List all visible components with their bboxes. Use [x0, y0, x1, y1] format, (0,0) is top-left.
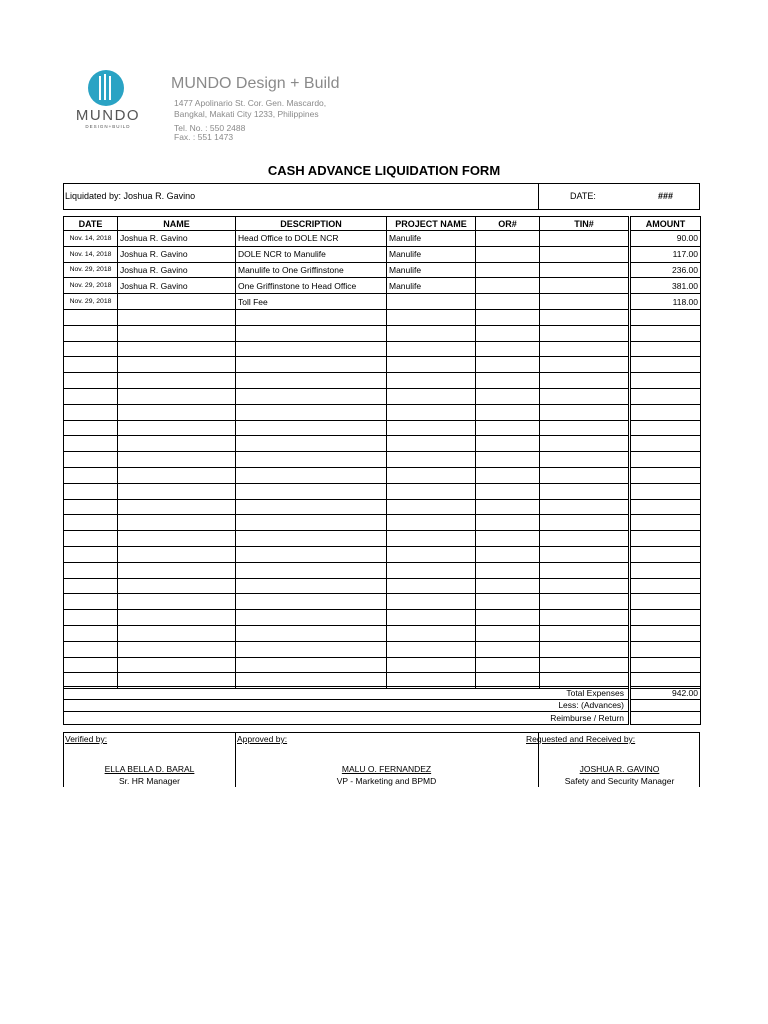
empty-table-row	[64, 499, 701, 515]
empty-table-row	[64, 578, 701, 594]
date-label: DATE:	[570, 191, 596, 201]
form-title: CASH ADVANCE LIQUIDATION FORM	[267, 163, 501, 178]
cell-name	[118, 657, 236, 673]
cell-or	[476, 578, 540, 594]
cell-description	[236, 610, 387, 626]
cell-amount	[630, 483, 701, 499]
cell-date	[64, 578, 118, 594]
cell-date	[64, 594, 118, 610]
empty-table-row	[64, 546, 701, 562]
total-expenses-row	[64, 687, 701, 700]
cell-amount	[630, 515, 701, 531]
table-row	[64, 262, 701, 278]
cell-date	[64, 546, 118, 562]
cell-amount	[630, 562, 701, 578]
cell-date	[64, 388, 118, 404]
requested-by-name: JOSHUA R. GAVINO	[579, 764, 660, 774]
cell-description	[236, 562, 387, 578]
cell-project	[387, 625, 476, 641]
cell-tin	[540, 420, 630, 436]
cell-or	[476, 436, 540, 452]
totals-table	[63, 686, 701, 725]
empty-table-row	[64, 625, 701, 641]
liquidation-info-box	[63, 183, 700, 210]
cell-amount	[630, 404, 701, 420]
cell-amount: 117.00	[630, 246, 701, 262]
cell-or	[476, 262, 540, 278]
col-header-description: DESCRIPTION	[236, 217, 387, 231]
cell-amount	[630, 420, 701, 436]
cell-tin	[540, 278, 630, 294]
cell-project	[387, 388, 476, 404]
company-address-line2: Bangkal, Makati City 1233, Philippines	[174, 109, 319, 119]
logo-text: MUNDO	[75, 107, 141, 124]
cell-tin	[540, 499, 630, 515]
cell-description	[236, 483, 387, 499]
cell-or	[476, 531, 540, 547]
cell-amount	[630, 499, 701, 515]
empty-table-row	[64, 420, 701, 436]
cell-description	[236, 388, 387, 404]
cell-or	[476, 467, 540, 483]
cell-or	[476, 246, 540, 262]
cell-name	[118, 625, 236, 641]
cell-project	[387, 641, 476, 657]
cell-description	[236, 420, 387, 436]
cell-or	[476, 357, 540, 373]
logo-subtext: DESIGN+BUILD	[85, 124, 131, 129]
cell-date	[64, 436, 118, 452]
cell-description	[236, 452, 387, 468]
cell-name	[118, 562, 236, 578]
cell-tin	[540, 657, 630, 673]
empty-table-row	[64, 641, 701, 657]
cell-date	[64, 357, 118, 373]
empty-table-row	[64, 404, 701, 420]
cell-tin	[540, 483, 630, 499]
cell-or	[476, 341, 540, 357]
verified-by-name: ELLA BELLA D. BARAL	[104, 764, 195, 774]
empty-table-row	[64, 562, 701, 578]
cell-or	[476, 420, 540, 436]
verified-by-title: Sr. HR Manager	[119, 776, 180, 786]
cell-tin	[540, 309, 630, 325]
cell-project	[387, 452, 476, 468]
cell-name	[118, 388, 236, 404]
cell-amount	[630, 467, 701, 483]
cell-project	[387, 373, 476, 389]
cell-project	[387, 325, 476, 341]
cell-date: Nov. 29, 2018	[64, 294, 118, 310]
cell-amount: 118.00	[630, 294, 701, 310]
cell-name	[118, 357, 236, 373]
empty-table-row	[64, 373, 701, 389]
cell-project	[387, 436, 476, 452]
less-advances-value	[630, 699, 701, 712]
cell-tin	[540, 436, 630, 452]
cell-description	[236, 515, 387, 531]
cell-description	[236, 309, 387, 325]
cell-description	[236, 531, 387, 547]
cell-amount	[630, 625, 701, 641]
cell-tin	[540, 357, 630, 373]
cell-or	[476, 309, 540, 325]
empty-table-row	[64, 325, 701, 341]
cell-or	[476, 562, 540, 578]
cell-amount: 381.00	[630, 278, 701, 294]
approved-by-label: Approved by:	[237, 734, 288, 744]
cell-or	[476, 388, 540, 404]
cell-project	[387, 309, 476, 325]
company-name: MUNDO Design + Build	[171, 75, 340, 92]
cell-tin	[540, 546, 630, 562]
empty-table-row	[64, 388, 701, 404]
cell-date	[64, 325, 118, 341]
signature-section	[63, 732, 700, 787]
cell-name: Joshua R. Gavino	[118, 231, 236, 247]
cell-project	[387, 341, 476, 357]
cell-description	[236, 436, 387, 452]
date-value: ###	[658, 191, 674, 201]
cell-tin	[540, 641, 630, 657]
empty-table-row	[64, 309, 701, 325]
liquidation-table	[63, 216, 701, 689]
company-fax: Fax. : 551 1473	[174, 132, 234, 142]
cell-description	[236, 641, 387, 657]
cell-amount: 236.00	[630, 262, 701, 278]
col-header-amount: AMOUNT	[630, 217, 701, 231]
cell-date: Nov. 14, 2018	[64, 231, 118, 247]
cell-project	[387, 420, 476, 436]
cell-project	[387, 357, 476, 373]
cell-description	[236, 341, 387, 357]
cell-or	[476, 546, 540, 562]
cell-project	[387, 610, 476, 626]
cell-name	[118, 420, 236, 436]
cell-tin	[540, 467, 630, 483]
cell-tin	[540, 452, 630, 468]
cell-amount	[630, 436, 701, 452]
cell-amount	[630, 641, 701, 657]
cell-date	[64, 499, 118, 515]
cell-date	[64, 373, 118, 389]
cell-date	[64, 531, 118, 547]
company-tel: Tel. No. : 550 2488	[174, 123, 246, 133]
less-advances-label: Less: (Advances)	[64, 699, 630, 712]
col-header-tin: TIN#	[540, 217, 630, 231]
cell-name: Joshua R. Gavino	[118, 246, 236, 262]
cell-amount	[630, 341, 701, 357]
empty-table-row	[64, 357, 701, 373]
cell-project: Manulife	[387, 246, 476, 262]
cell-tin	[540, 562, 630, 578]
col-header-project: PROJECT NAME	[387, 217, 476, 231]
total-expenses-value: 942.00	[630, 687, 701, 700]
cell-name	[118, 404, 236, 420]
empty-table-row	[64, 452, 701, 468]
cell-description	[236, 467, 387, 483]
cell-tin	[540, 594, 630, 610]
cell-amount: 90.00	[630, 231, 701, 247]
cell-amount	[630, 657, 701, 673]
col-header-or: OR#	[476, 217, 540, 231]
cell-project	[387, 546, 476, 562]
cell-date	[64, 610, 118, 626]
cell-date	[64, 341, 118, 357]
cell-name	[118, 546, 236, 562]
cell-tin	[540, 515, 630, 531]
cell-or	[476, 278, 540, 294]
cell-project	[387, 594, 476, 610]
cell-tin	[540, 578, 630, 594]
reimburse-row	[64, 712, 701, 725]
cell-date	[64, 452, 118, 468]
cell-description	[236, 404, 387, 420]
empty-table-row	[64, 341, 701, 357]
cell-tin	[540, 341, 630, 357]
cell-amount	[630, 531, 701, 547]
cell-date	[64, 420, 118, 436]
cell-tin	[540, 373, 630, 389]
cell-description	[236, 578, 387, 594]
cell-or	[476, 483, 540, 499]
cell-date	[64, 404, 118, 420]
reimburse-label: Reimburse / Return	[64, 712, 630, 725]
empty-table-row	[64, 657, 701, 673]
cell-description: One Griffinstone to Head Office	[236, 278, 387, 294]
cell-tin	[540, 610, 630, 626]
cell-description	[236, 373, 387, 389]
col-header-date: DATE	[64, 217, 118, 231]
cell-name	[118, 341, 236, 357]
requested-by-title: Safety and Security Manager	[564, 776, 675, 786]
cell-name	[118, 641, 236, 657]
cell-amount	[630, 546, 701, 562]
cell-or	[476, 499, 540, 515]
cell-project	[387, 531, 476, 547]
cell-description	[236, 657, 387, 673]
cell-project	[387, 562, 476, 578]
table-row	[64, 246, 701, 262]
cell-description: DOLE NCR to Manulife	[236, 246, 387, 262]
cell-description	[236, 594, 387, 610]
liquidated-by: Liquidated by: Joshua R. Gavino	[65, 191, 196, 201]
cell-date	[64, 641, 118, 657]
table-row	[64, 231, 701, 247]
cell-or	[476, 452, 540, 468]
cell-description	[236, 625, 387, 641]
cell-description: Toll Fee	[236, 294, 387, 310]
cell-name	[118, 309, 236, 325]
cell-description	[236, 357, 387, 373]
cell-project	[387, 404, 476, 420]
cell-or	[476, 294, 540, 310]
cell-or	[476, 325, 540, 341]
cell-amount	[630, 610, 701, 626]
cell-project	[387, 657, 476, 673]
table-row	[64, 278, 701, 294]
cell-amount	[630, 373, 701, 389]
total-expenses-label: Total Expenses	[64, 687, 630, 700]
cell-tin	[540, 388, 630, 404]
cell-date	[64, 309, 118, 325]
cell-project	[387, 294, 476, 310]
cell-amount	[630, 309, 701, 325]
table-body	[64, 231, 701, 689]
cell-name	[118, 467, 236, 483]
company-address-line1: 1477 Apolinario St. Cor. Gen. Mascardo,	[174, 98, 327, 108]
cell-tin	[540, 625, 630, 641]
cell-or	[476, 610, 540, 626]
requested-by-label: Requested and Received by:	[526, 734, 636, 744]
table-header-row	[64, 217, 701, 231]
cell-description	[236, 499, 387, 515]
cell-project: Manulife	[387, 262, 476, 278]
cell-date: Nov. 29, 2018	[64, 278, 118, 294]
cell-description	[236, 546, 387, 562]
cell-tin	[540, 262, 630, 278]
cell-description: Head Office to DOLE NCR	[236, 231, 387, 247]
cell-name	[118, 499, 236, 515]
cell-name: Joshua R. Gavino	[118, 262, 236, 278]
cell-project	[387, 483, 476, 499]
cell-name	[118, 483, 236, 499]
approved-by-title: VP - Marketing and BPMD	[336, 776, 437, 786]
cell-date	[64, 562, 118, 578]
cell-or	[476, 404, 540, 420]
empty-table-row	[64, 515, 701, 531]
cell-or	[476, 625, 540, 641]
cell-name	[118, 373, 236, 389]
cell-name	[118, 294, 236, 310]
cell-name	[118, 578, 236, 594]
col-header-name: NAME	[118, 217, 236, 231]
cell-date	[64, 483, 118, 499]
less-advances-row	[64, 699, 701, 712]
cell-date: Nov. 29, 2018	[64, 262, 118, 278]
cell-name	[118, 436, 236, 452]
cell-amount	[630, 578, 701, 594]
cell-or	[476, 231, 540, 247]
cell-project: Manulife	[387, 231, 476, 247]
cell-date	[64, 625, 118, 641]
empty-table-row	[64, 483, 701, 499]
cell-amount	[630, 452, 701, 468]
info-divider	[538, 184, 539, 209]
cell-or	[476, 641, 540, 657]
cell-name: Joshua R. Gavino	[118, 278, 236, 294]
cell-name	[118, 515, 236, 531]
cell-name	[118, 452, 236, 468]
cell-tin	[540, 246, 630, 262]
verified-by-label: Verified by:	[65, 734, 108, 744]
cell-tin	[540, 294, 630, 310]
company-logo	[66, 70, 150, 130]
approved-by-name: MALU O. FERNANDEZ	[341, 764, 432, 774]
cell-tin	[540, 231, 630, 247]
cell-or	[476, 515, 540, 531]
empty-table-row	[64, 610, 701, 626]
cell-or	[476, 373, 540, 389]
cell-project	[387, 499, 476, 515]
reimburse-value	[630, 712, 701, 725]
empty-table-row	[64, 436, 701, 452]
cell-name	[118, 594, 236, 610]
cell-description: Manulife to One Griffinstone	[236, 262, 387, 278]
cell-project	[387, 515, 476, 531]
cell-amount	[630, 357, 701, 373]
cell-date: Nov. 14, 2018	[64, 246, 118, 262]
cell-amount	[630, 388, 701, 404]
cell-amount	[630, 594, 701, 610]
cell-date	[64, 515, 118, 531]
cell-name	[118, 610, 236, 626]
cell-or	[476, 594, 540, 610]
cell-amount	[630, 325, 701, 341]
cell-tin	[540, 531, 630, 547]
cell-project	[387, 467, 476, 483]
empty-table-row	[64, 531, 701, 547]
cell-project: Manulife	[387, 278, 476, 294]
cell-project	[387, 578, 476, 594]
cell-description	[236, 325, 387, 341]
empty-table-row	[64, 467, 701, 483]
cell-date	[64, 467, 118, 483]
cell-name	[118, 531, 236, 547]
cell-tin	[540, 404, 630, 420]
cell-tin	[540, 325, 630, 341]
cell-date	[64, 657, 118, 673]
cell-or	[476, 657, 540, 673]
table-row	[64, 294, 701, 310]
cell-name	[118, 325, 236, 341]
empty-table-row	[64, 594, 701, 610]
